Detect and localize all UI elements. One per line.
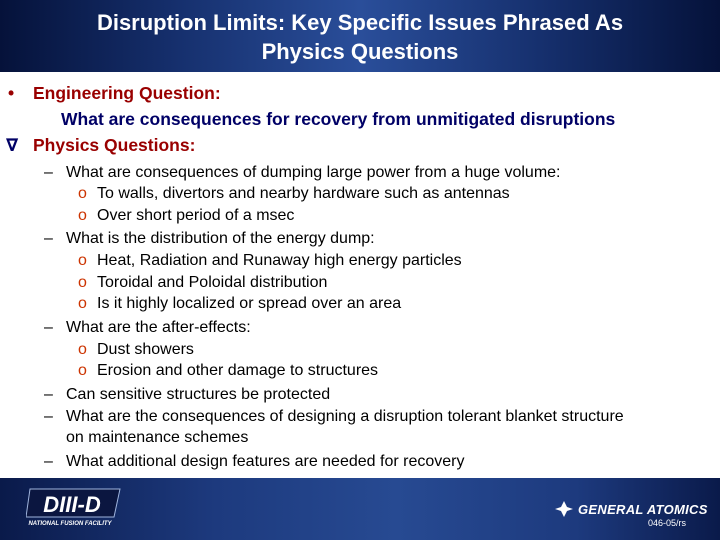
logo-subtext: NATIONAL FUSION FACILITY (28, 521, 112, 527)
dash-marker: – (44, 408, 53, 425)
circle-marker: o (78, 362, 87, 379)
dash-marker: – (44, 164, 53, 181)
question-3a: Dust showers (97, 341, 194, 358)
engineering-heading: Engineering Question: (33, 83, 221, 103)
question-2c: Is it highly localized or spread over an area (97, 295, 402, 312)
circle-marker: o (78, 274, 87, 291)
slide-title (20, 8, 700, 66)
question-5-line-1: What are the consequences of designing a disruption tolerant blanket structure (66, 408, 624, 425)
title-line-1: Disruption Limits: Key Specific Issues Phrased As (96, 10, 624, 35)
bullet-dot: • (8, 83, 15, 103)
dash-marker: – (44, 230, 53, 247)
diii-d-logo (26, 487, 126, 531)
dash-marker: – (44, 319, 53, 336)
circle-marker: o (78, 185, 87, 202)
engineering-text: What are consequences for recovery from unmitigated disruptions (61, 109, 616, 129)
question-1b: Over short period of a msec (97, 207, 295, 224)
circle-marker: o (78, 252, 87, 269)
slide-code: 046-05/rs (648, 518, 687, 528)
title-bar (0, 0, 720, 72)
circle-marker: o (78, 207, 87, 224)
logo-text: DIII-D (43, 492, 101, 517)
physics-heading: Physics Questions: (33, 135, 196, 155)
question-3b: Erosion and other damage to structures (97, 362, 379, 379)
question-2b: Toroidal and Poloidal distribution (97, 274, 328, 291)
question-4: Can sensitive structures be protected (66, 386, 331, 403)
question-3: What are the after-effects: (66, 319, 251, 336)
question-2a: Heat, Radiation and Runaway high energy particles (97, 252, 462, 269)
circle-marker: o (78, 295, 87, 312)
question-5-line-2: on maintenance schemes (66, 429, 249, 446)
question-1: What are consequences of dumping large power from a huge volume: (66, 164, 561, 181)
bullet-nabla: ∇ (6, 135, 19, 155)
dash-marker: – (44, 453, 53, 470)
question-1a: To walls, divertors and nearby hardware such as antennas (97, 185, 510, 202)
circle-marker: o (78, 341, 87, 358)
dash-marker: – (44, 386, 53, 403)
title-line-2: Physics Questions (261, 39, 459, 64)
general-atomics-icon (554, 500, 574, 518)
question-2: What is the distribution of the energy dump: (66, 230, 375, 247)
general-atomics-logo: GENERAL ATOMICS (578, 502, 708, 517)
question-6: What additional design features are needed for recovery (66, 453, 465, 470)
